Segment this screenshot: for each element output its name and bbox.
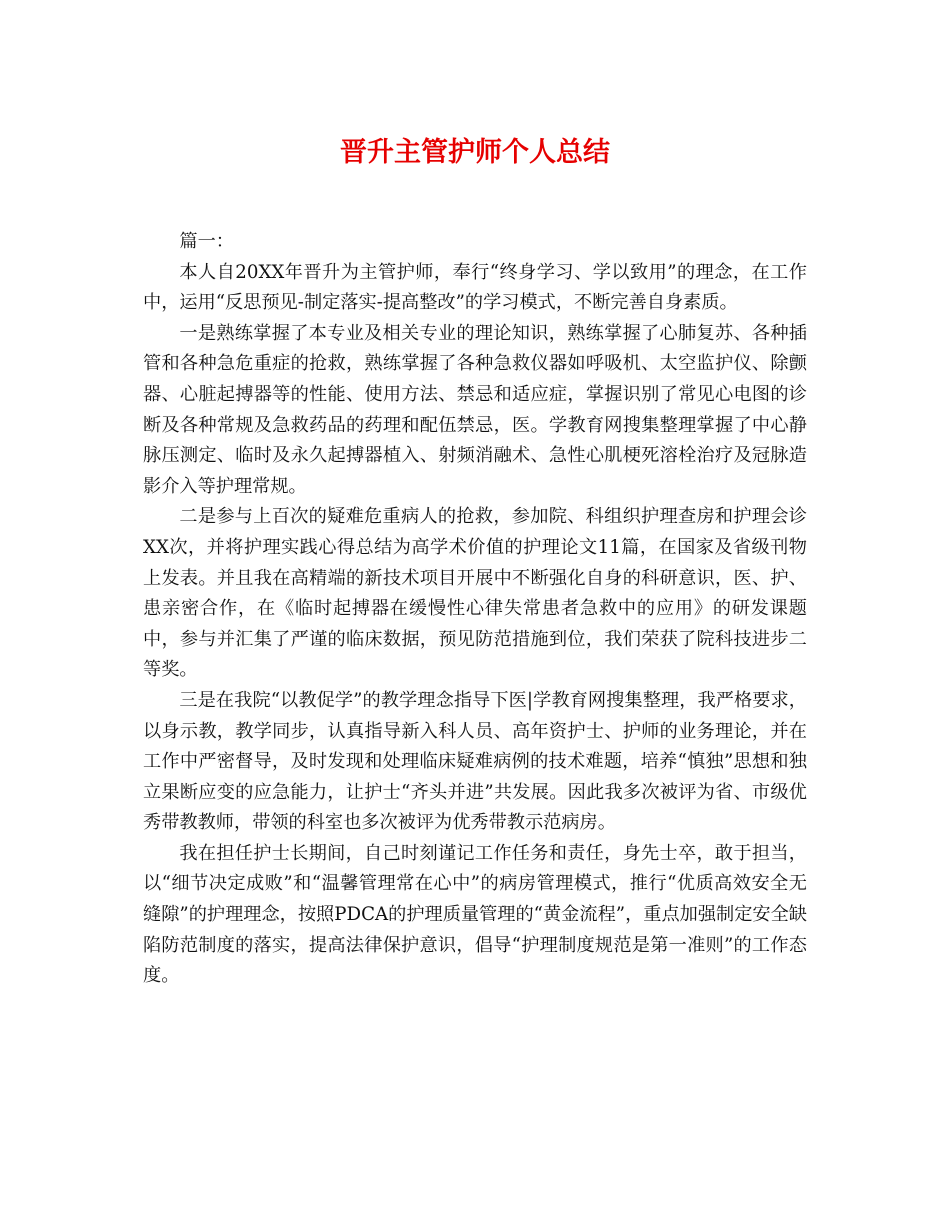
paragraph-teaching: 三是在我院“以教促学”的教学理念指导下医|学教育网搜集整理，我严格要求，以身示教，教学同步，认真指导新入科人员、高年资护士、护师的业务理论，并在工作中严密督导，及时发现和处理临床疑难病例的技术难题，培养“慎独”思想和独立果断应变的应急能力，让护士“齐头并进”共发展。因此我多次被评为省、市级优秀带教教师，带领的科室也多次被评为优秀带教示范病房。 (143, 689, 807, 834)
document-body (143, 227, 807, 992)
paragraph-rescue-research: 二是参与上百次的疑难危重病人的抢救，参加院、科组织护理查房和护理会诊XX次，并将护理实践心得总结为高学术价值的护理论文11篇，在国家及省级刊物上发表。并且我在高精端的新技术项目开展中不断强化自身的科研意识，医、护、患亲密合作，在《临时起搏器在缓慢性心律失常患者急救中的应用》的研发课题中，参与并汇集了严谨的临床数据，预见防范措施到位，我们荣获了院科技进步二等奖。 (143, 506, 807, 681)
paragraph-knowledge: 一是熟练掌握了本专业及相关专业的理论知识，熟练掌握了心肺复苏、各种插管和各种急危重症的抢救，熟练掌握了各种急救仪器如呼吸机、太空监护仪、除颤器、心脏起搏器等的性能、使用方法、禁忌和适应症，掌握识别了常见心电图的诊断及各种常规及急救药品的药理和配伍禁忌，医。学教育网搜集整理掌握了中心静脉压测定、临时及永久起搏器植入、射频消融术、急性心肌梗死溶栓治疗及冠脉造影介入等护理常规。 (143, 322, 807, 497)
document-title: 晋升主管护师个人总结 (340, 137, 610, 168)
paragraph-management: 我在担任护士长期间，自己时刻谨记工作任务和责任，身先士卒，敢于担当，以“细节决定成败”和“温馨管理常在心中”的病房管理模式，推行“优质高效安全无缝隙”的护理理念，按照PDCA的护理质量管理的“黄金流程”，重点加强制定安全缺陷防范制度的落实，提高法律保护意识，倡导“护理制度规范是第一准则”的工作态度。 (143, 842, 807, 987)
section-heading: 篇一： (179, 231, 234, 252)
paragraph-intro: 本人自20XX年晋升为主管护师，奉行“终身学习、学以致用”的理念，在工作中，运用“反思预见-制定落实-提高整改”的学习模式，不断完善自身素质。 (143, 261, 807, 314)
